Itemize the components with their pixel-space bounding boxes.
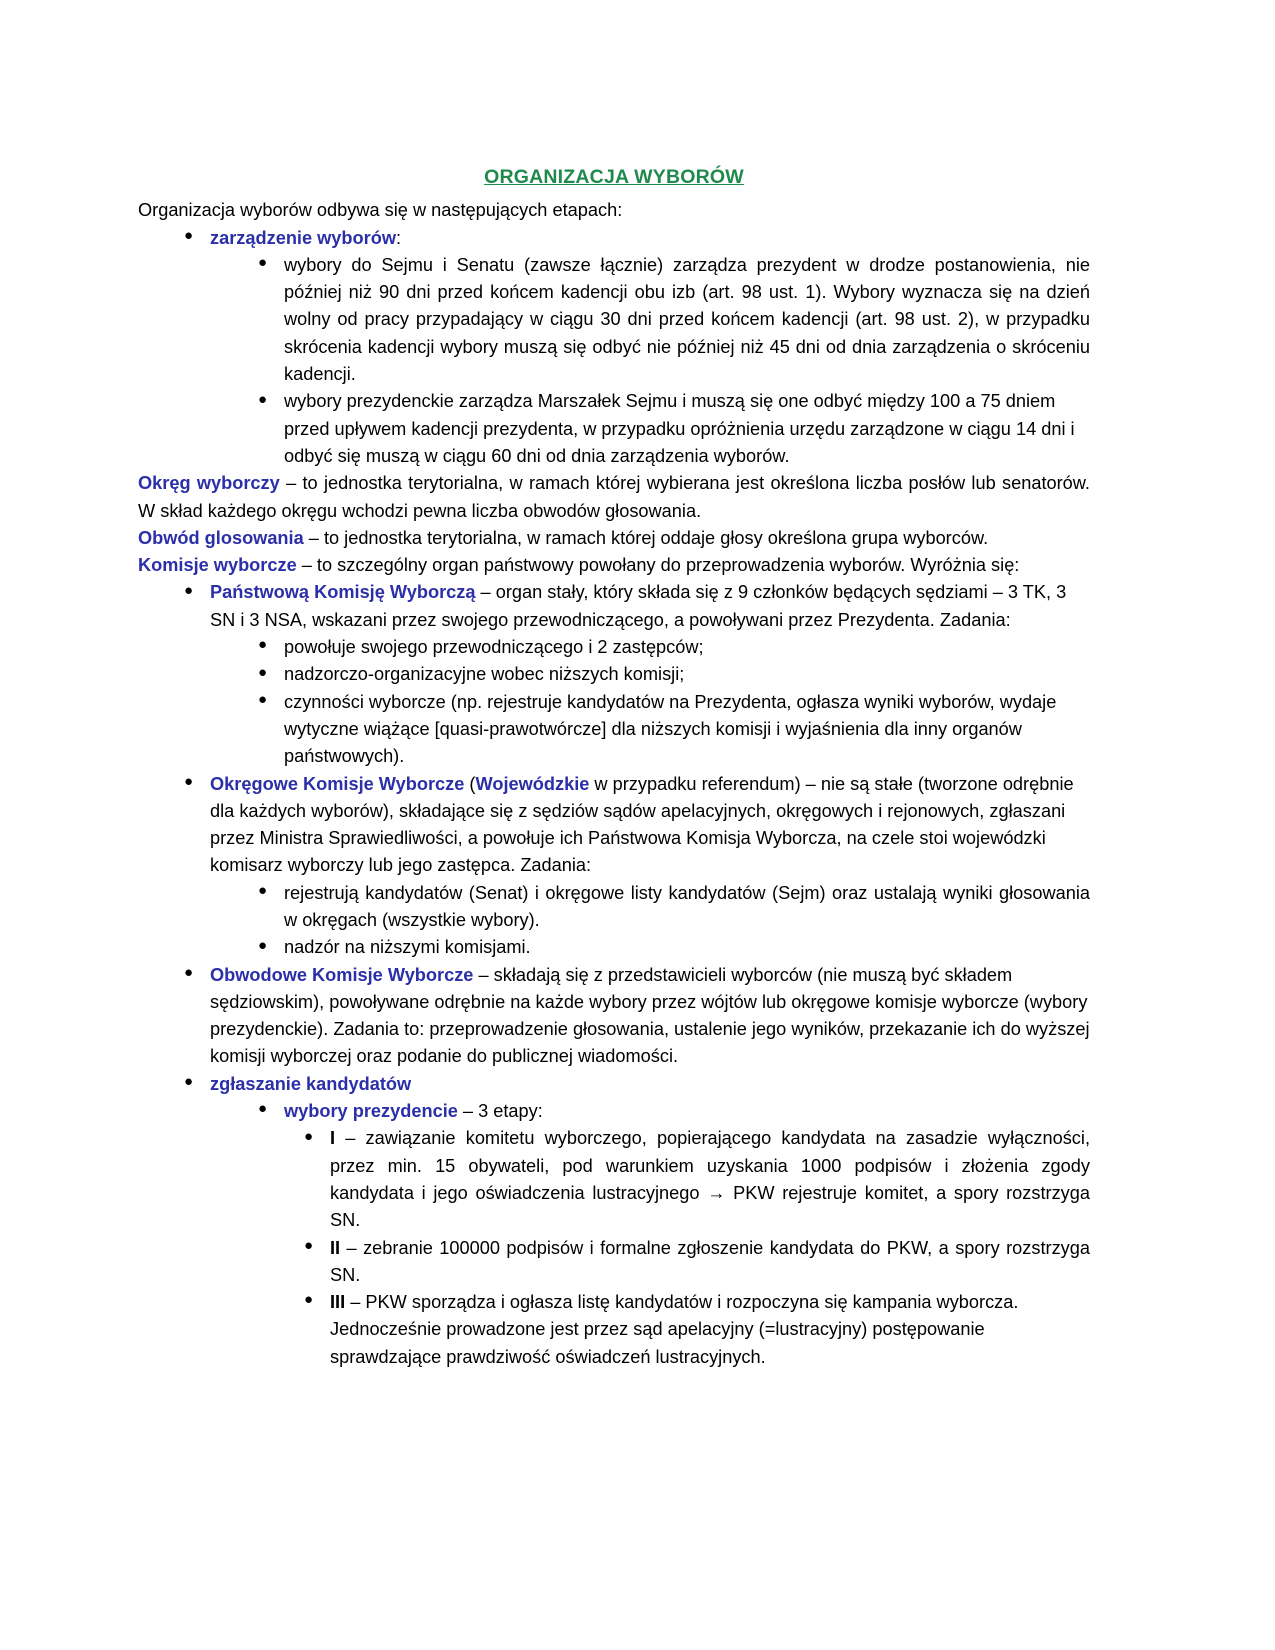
bullet-dot-icon: ● <box>304 1127 314 1145</box>
definition-komisje-wyborcze <box>138 552 1090 579</box>
list-level1-zarzadzenie <box>184 225 1090 252</box>
definition-obwod-glosowania <box>138 525 1090 552</box>
bullet-dot-icon: ● <box>184 1073 194 1091</box>
list-level3-okregowe-tasks <box>258 880 1090 962</box>
list-item-text: wybory do Sejmu i Senatu (zawsze łącznie) zarządza prezydent w drodze postanowienia, nie później niż 90 dni przed końcem kadencji obu izb (art. 98 ust. 1). Wybory wyznacza się na dzień wolny od pracy przypadający w ciągu 30 dni przed końcem kadencji (art. 98 ust. 2), w przypadku skrócenia kadencji wybory muszą się odbyć nie później niż 45 dni od dnia zarządzenia o skróceniu kadencji. <box>284 254 1090 385</box>
bullet-dot-icon: ● <box>258 663 268 681</box>
bullet-dot-icon: ● <box>258 254 268 272</box>
list-item <box>258 661 1090 688</box>
definition-okreg-wyborczy-text: – to jednostka terytorialna, w ramach której wybierana jest określona liczba posłów lub senatorów. W skład każdego okręgu wchodzi pewna liczba obwodów głosowania. <box>138 473 1090 521</box>
commission-okregowe-description: w przypadku referendum) – nie są stałe (tworzone odrębnie dla każdych wyborów), składające się z sędziów sądów apelacyjnych, okręgowych i rejonowych, zgłaszani przez Ministra Sprawiedliwości, a powołuje ich Państwowa Komisja Wyborcza, na czele stoi wojewódzki komisarz wyborczy lub jego zastępca. Zadania: <box>210 773 1074 876</box>
list-item-text: nadzorczo-organizacyjne wobec niższych komisji; <box>284 664 685 685</box>
stage-1-description: – zawiązanie komitetu wyborczego, popierającego kandydata na zasadzie wyłączności, przez min. 15 obywateli, pod warunkiem uzyskania 1000 podpisów i złożenia zgody kandydata i jego oświadczenia lustracyjnego → PKW rejestruje komitet, a spory rozstrzyga SN. <box>330 1128 1090 1231</box>
definition-komisje-wyborcze-text: – to szczególny organ państwowy powołany do przeprowadzenia wyborów. Wyróżnia się: <box>296 555 1020 576</box>
commission-okregowe-text <box>210 771 1090 880</box>
bullet-dot-icon: ● <box>258 936 268 954</box>
list-item-zglaszanie-heading <box>184 1071 1090 1098</box>
commission-okregowe-paren: ( <box>464 773 476 794</box>
bullet-dot-icon: ● <box>258 690 268 708</box>
zarzadzenie-heading-suffix: : <box>395 227 402 248</box>
definition-obwod-glosowania-text: – to jednostka terytorialna, w ramach której oddaje głosy określona grupa wyborców. <box>303 527 989 548</box>
term-zglaszanie-kandydatow: zgłaszanie kandydatów <box>210 1073 412 1094</box>
zglaszanie-heading-text <box>210 1071 1090 1098</box>
stage-2-description: – zebranie 100000 podpisów i formalne zgłoszenie kandydata do PKW, a spory rozstrzyga SN. <box>330 1237 1090 1285</box>
list-item-text: czynności wyborcze (np. rejestruje kandydatów na Prezydenta, ogłasza wyniki wyborów, wydaje wytyczne wiążące [quasi-prawotwórcze] dla niższych komisji i wyjaśnienia dla inny organów państwowych). <box>284 691 1057 767</box>
bullet-dot-icon: ● <box>304 1291 314 1309</box>
bullet-dot-icon: ● <box>258 636 268 654</box>
list-item-text: powołuje swojego przewodniczącego i 2 zastępców; <box>284 637 704 658</box>
commission-pkw-text <box>210 579 1090 634</box>
bullet-dot-icon: ● <box>184 581 194 599</box>
wybory-prezydencie-suffix: – 3 etapy: <box>457 1101 543 1122</box>
list-level3-pkw-tasks <box>258 634 1090 770</box>
list-item-text: rejestrują kandydatów (Senat) i okręgowe listy kandydatów (Sejm) oraz ustalają wyniki głosowania w okręgach (wszystkie wybory). <box>284 882 1090 930</box>
term-okreg-wyborczy: Okręg wyborczy <box>138 473 280 494</box>
bullet-dot-icon: ● <box>258 390 268 408</box>
definition-okreg-wyborczy <box>138 470 1090 525</box>
stage-2-numeral: II <box>330 1237 341 1258</box>
list-item-text: wybory prezydenckie zarządza Marszałek Sejmu i muszą się one odbyć między 100 a 75 dniem przed upływem kadencji prezydenta, w przypadku opróżnienia urzędu zarządzone w ciągu 14 dni i odbyć się muszą w ciągu 60 dni od dnia zarządzenia wyborów. <box>284 391 1075 466</box>
bullet-dot-icon: ● <box>258 1100 268 1118</box>
term-okregowe-komisje-wyborcze: Okręgowe Komisje Wyborcze <box>210 773 465 794</box>
commission-obwodowe-description: – składają się z przedstawicieli wyborców (nie muszą być składem sędziowskim), powoływane odrębnie na każde wybory przez wójtów lub okręgowe komisje wyborcze (wybory prezydenckie). Zadania to: przeprowadzenie głosowania, ustalenie jego wyników, przekazanie ich do wyższej komisji wyborczej oraz podanie do publicznej wiadomości. <box>210 964 1090 1067</box>
list-item-text: nadzór na niższymi komisjami. <box>284 937 531 958</box>
list-item <box>258 934 1090 961</box>
list-level1-commission-okregowe <box>184 771 1090 880</box>
stage-1-numeral: I <box>330 1128 336 1149</box>
bullet-dot-icon: ● <box>184 772 194 790</box>
term-wojewodzkie: Wojewódzkie <box>475 773 590 794</box>
document-content <box>138 163 1090 1371</box>
list-level1-commission-obwodowe <box>184 962 1090 1071</box>
stage-2-text <box>330 1235 1090 1290</box>
list-level1-zglaszanie <box>184 1071 1090 1098</box>
bullet-dot-icon: ● <box>304 1236 314 1254</box>
stage-3-numeral: III <box>330 1292 346 1313</box>
stage-3-text <box>330 1289 1090 1371</box>
page-title: ORGANIZACJA WYBORÓW <box>484 166 744 188</box>
stage-1-text <box>330 1125 1090 1234</box>
list-item <box>258 252 1090 388</box>
term-panstwowa-komisja-wyborcza: Państwową Komisję Wyborczą <box>210 582 476 603</box>
intro-paragraph: Organizacja wyborów odbywa się w następujących etapach: <box>138 200 623 221</box>
list-level4-stages <box>304 1125 1090 1371</box>
list-level2-zarzadzenie-items <box>258 252 1090 470</box>
list-item <box>258 689 1090 771</box>
list-item-stage-1 <box>304 1125 1090 1234</box>
stage-3-description: – PKW sporządza i ogłasza listę kandydatów i rozpoczyna się kampania wyborcza. Jednocześnie prowadzone jest przez sąd apelacyjny (=lustracyjny) postępowanie sprawdzające prawdziwość oświadczeń lustracyjnych. <box>330 1292 1019 1367</box>
term-zarzadzenie-wyborow: zarządzenie wyborów <box>210 227 396 248</box>
list-item-zarzadzenie-heading <box>184 225 1090 252</box>
list-item-stage-3 <box>304 1289 1090 1371</box>
list-item-commission-okregowe <box>184 771 1090 880</box>
term-obwod-glosowania: Obwód glosowania <box>138 527 304 548</box>
bullet-dot-icon: ● <box>184 963 194 981</box>
list-item-commission-pkw <box>184 579 1090 634</box>
list-item-commission-obwodowe <box>184 962 1090 1071</box>
bullet-dot-icon: ● <box>184 226 194 244</box>
list-item <box>258 634 1090 661</box>
term-komisje-wyborcze: Komisje wyborcze <box>138 555 297 576</box>
list-item <box>258 880 1090 935</box>
bullet-dot-icon: ● <box>258 881 268 899</box>
term-obwodowe-komisje-wyborcze: Obwodowe Komisje Wyborcze <box>210 964 474 985</box>
list-item-wybory-prezydencie <box>258 1098 1090 1125</box>
list-item <box>258 388 1090 470</box>
list-level2-wybory-prezydencie <box>258 1098 1090 1125</box>
list-level1-commissions <box>184 579 1090 634</box>
term-wybory-prezydencie: wybory prezydencie <box>284 1101 458 1122</box>
zarzadzenie-heading-text <box>210 225 1090 252</box>
wybory-prezydencie-text <box>284 1098 1090 1125</box>
commission-pkw-description: – organ stały, który składa się z 9 członków będących sędziami – 3 TK, 3 SN i 3 NSA, wskazani przez swojego przewodniczącego, a powoływani przez Prezydenta. Zadania: <box>210 582 1067 630</box>
commission-obwodowe-text <box>210 962 1090 1071</box>
list-item-stage-2 <box>304 1235 1090 1290</box>
